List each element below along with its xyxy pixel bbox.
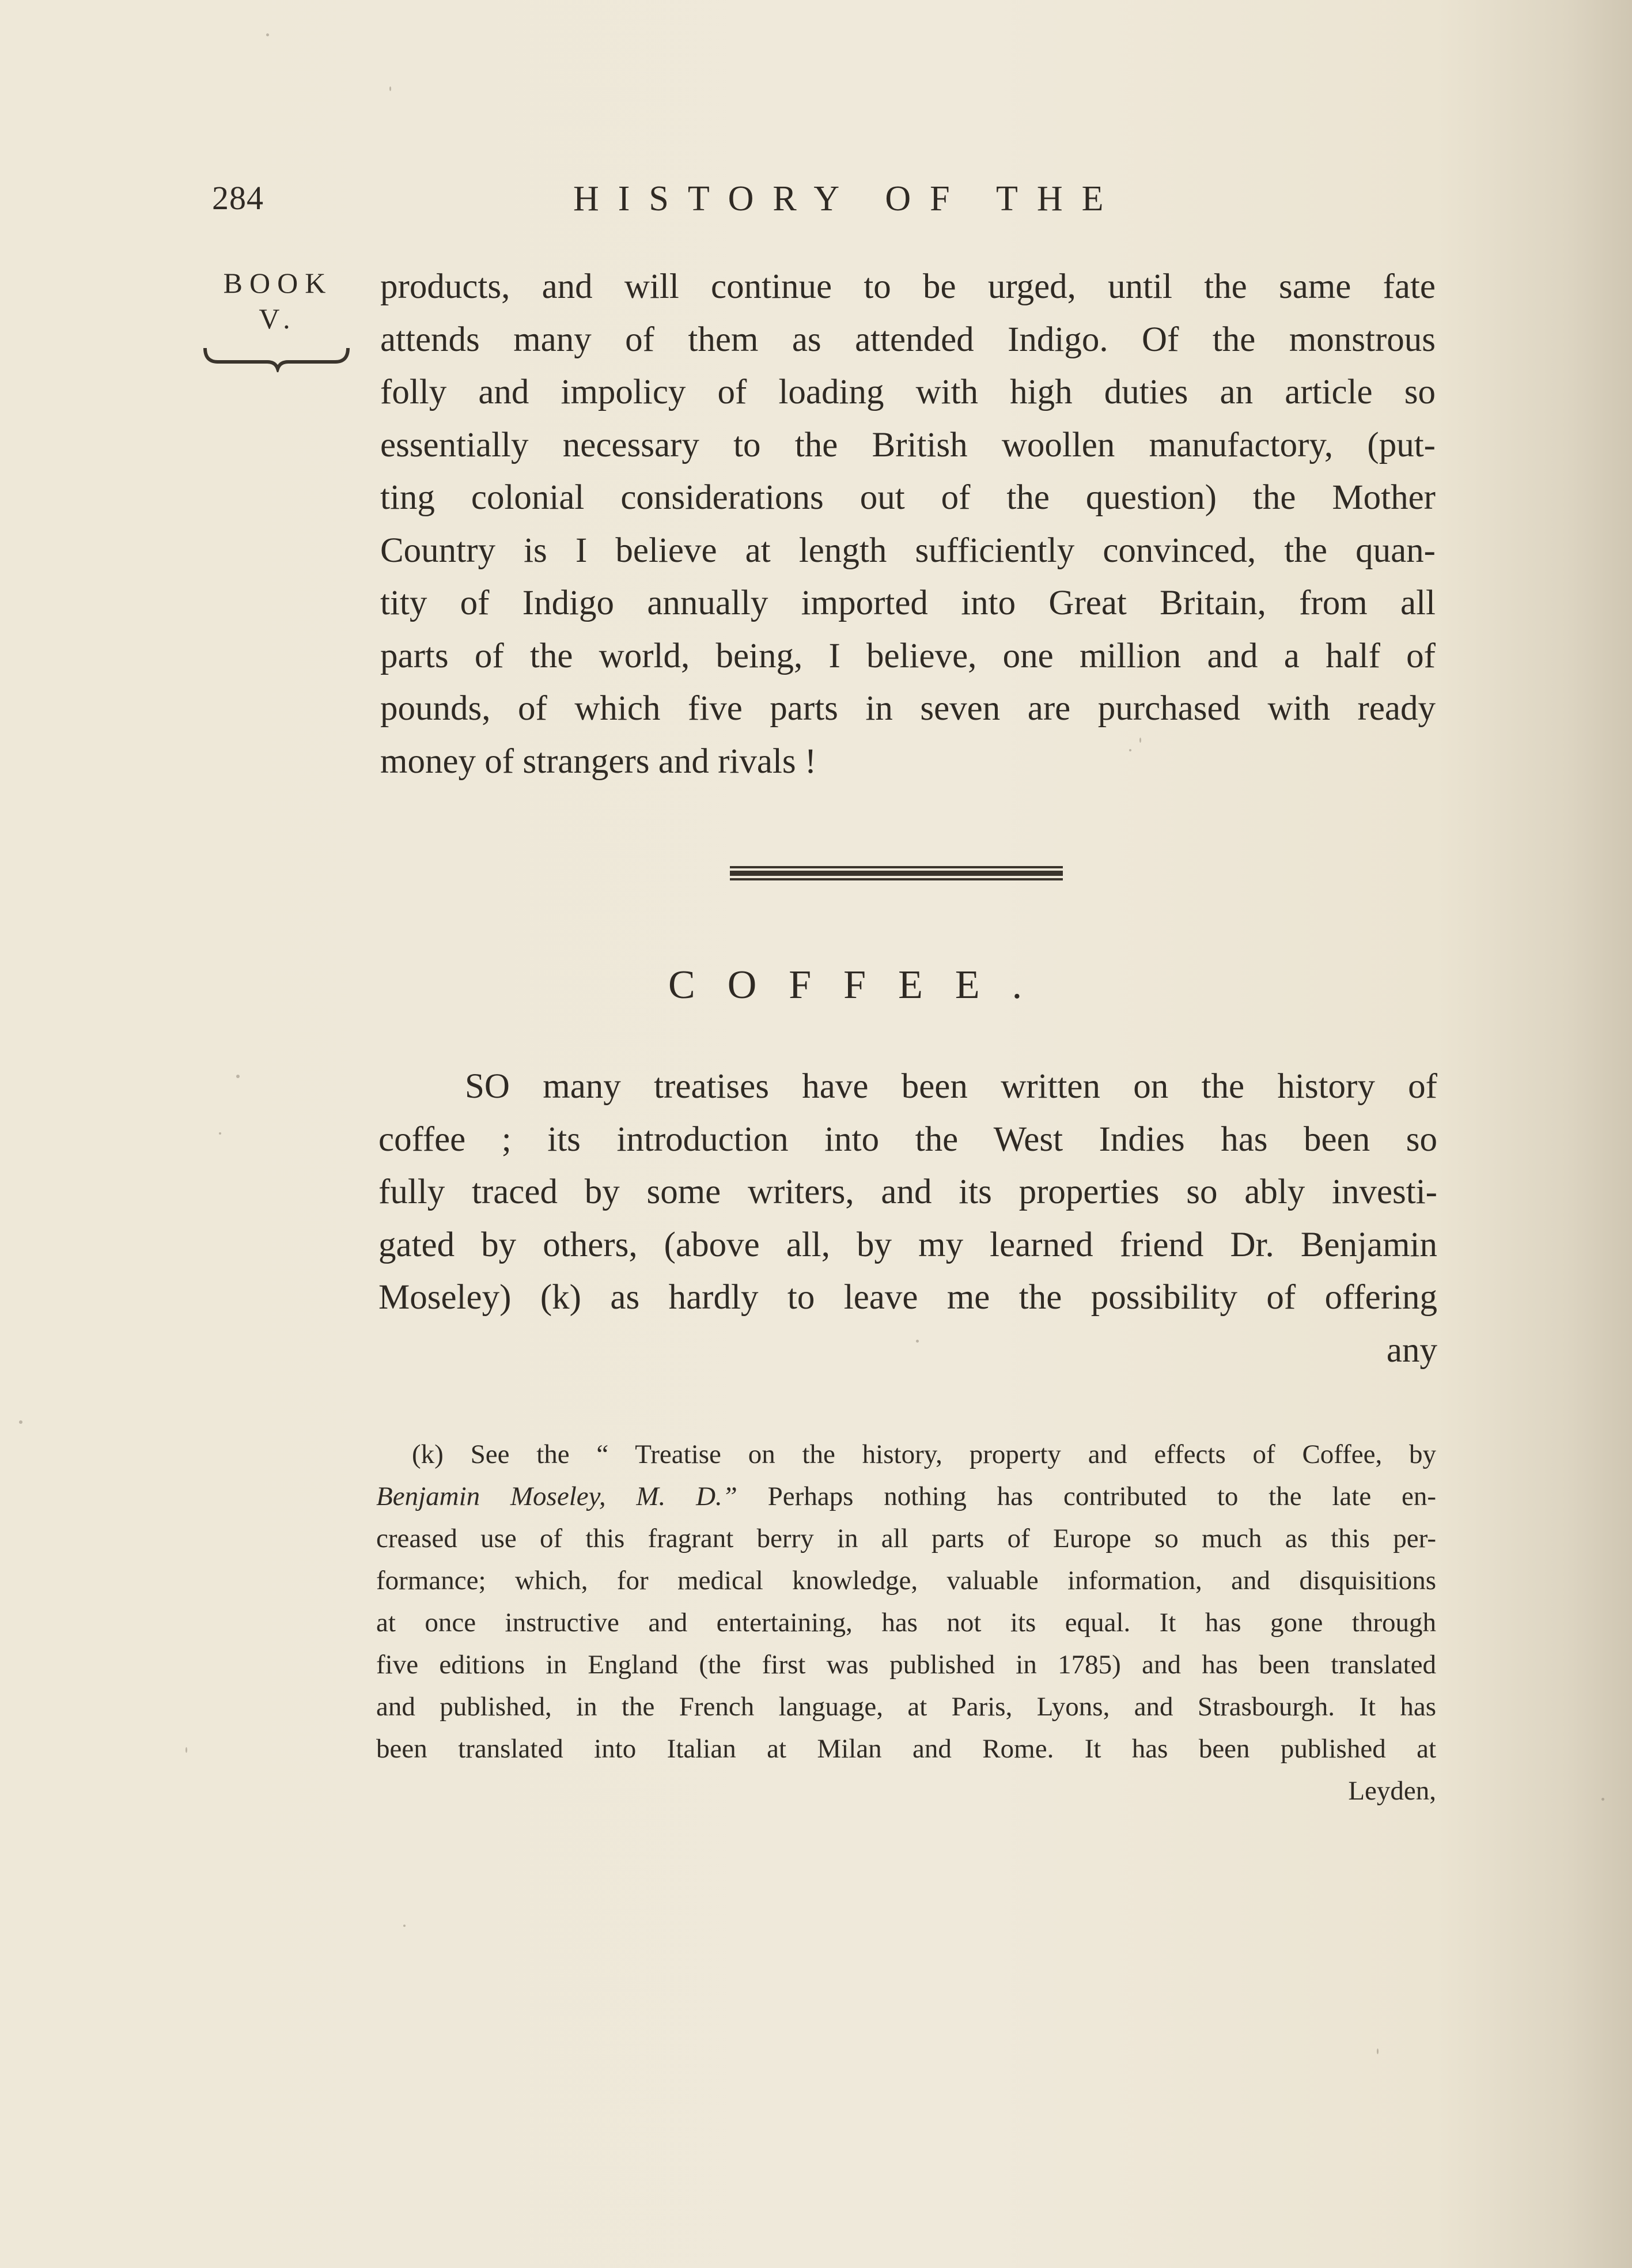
text-line: attends many of them as attended Indigo. Of the monstrous — [380, 320, 1436, 359]
text-line: SO many treatises have been written on the history of — [465, 1067, 1437, 1106]
catchword: any — [1386, 1330, 1437, 1370]
paragraph-indigo — [380, 260, 1436, 788]
text-line: parts of the world, being, I believe, one million and a half of — [380, 636, 1436, 675]
footnote-line: (k) See the “ Treatise on the history, property and effects of Coffee, by — [412, 1439, 1436, 1469]
text-line: gated by others, (above all, by my learned friend Dr. Benjamin — [378, 1225, 1437, 1264]
page-number: 284 — [212, 179, 264, 217]
margin-brace-icon — [203, 345, 350, 372]
margin-volume-label: V. — [259, 303, 297, 335]
text-line: folly and impolicy of loading with high duties an article so — [380, 373, 1436, 411]
text-line: tity of Indigo annually imported into Great Britain, from all — [380, 584, 1436, 622]
running-head: HISTORY OF THE — [573, 179, 1123, 218]
paragraph-coffee — [378, 1060, 1437, 1377]
footnote-line: and published, in the French language, at Paris, Lyons, and Strasbourgh. It has — [376, 1692, 1436, 1722]
text-line: pounds, of which five parts in seven are purchased with ready — [380, 689, 1436, 728]
section-divider — [730, 866, 1063, 880]
footnote-text: Perhaps nothing has contributed to the late en- — [737, 1481, 1436, 1511]
section-title: COFFEE. — [668, 963, 1055, 1007]
footnote-author: Benjamin Moseley, M. D.” — [376, 1481, 737, 1511]
footnote-catchword: Leyden, — [1348, 1776, 1436, 1806]
margin-book-note — [205, 265, 351, 337]
footnote-line: at once instructive and entertaining, has not its equal. It has gone through — [376, 1608, 1436, 1638]
text-line: Moseley) (k) as hardly to leave me the possibility of offering — [378, 1278, 1437, 1317]
margin-book-label: BOOK — [223, 267, 333, 299]
footnote — [376, 1434, 1436, 1812]
footnote-line: creased use of this fragrant berry in all parts of Europe so much as this per- — [376, 1524, 1436, 1553]
text-line: fully traced by some writers, and its properties so ably investi- — [378, 1173, 1437, 1211]
footnote-line: been translated into Italian at Milan and Rome. It has been published at — [376, 1734, 1436, 1764]
footnote-line — [376, 1476, 1436, 1518]
text-line: Country is I believe at length sufficiently convinced, the quan- — [380, 531, 1436, 570]
text-line: products, and will continue to be urged, until the same fate — [380, 267, 1436, 306]
text-line: ting colonial considerations out of the question) the Mother — [380, 478, 1436, 517]
footnote-line: formance; which, for medical knowledge, valuable information, and disquisitions — [376, 1566, 1436, 1596]
text-line: money of strangers and rivals ! — [380, 742, 817, 781]
text-line: essentially necessary to the British woollen manufactory, (put- — [380, 425, 1436, 464]
footnote-line: five editions in England (the first was published in 1785) and has been translated — [376, 1650, 1436, 1680]
text-line: coffee ; its introduction into the West Indies has been so — [378, 1120, 1437, 1159]
